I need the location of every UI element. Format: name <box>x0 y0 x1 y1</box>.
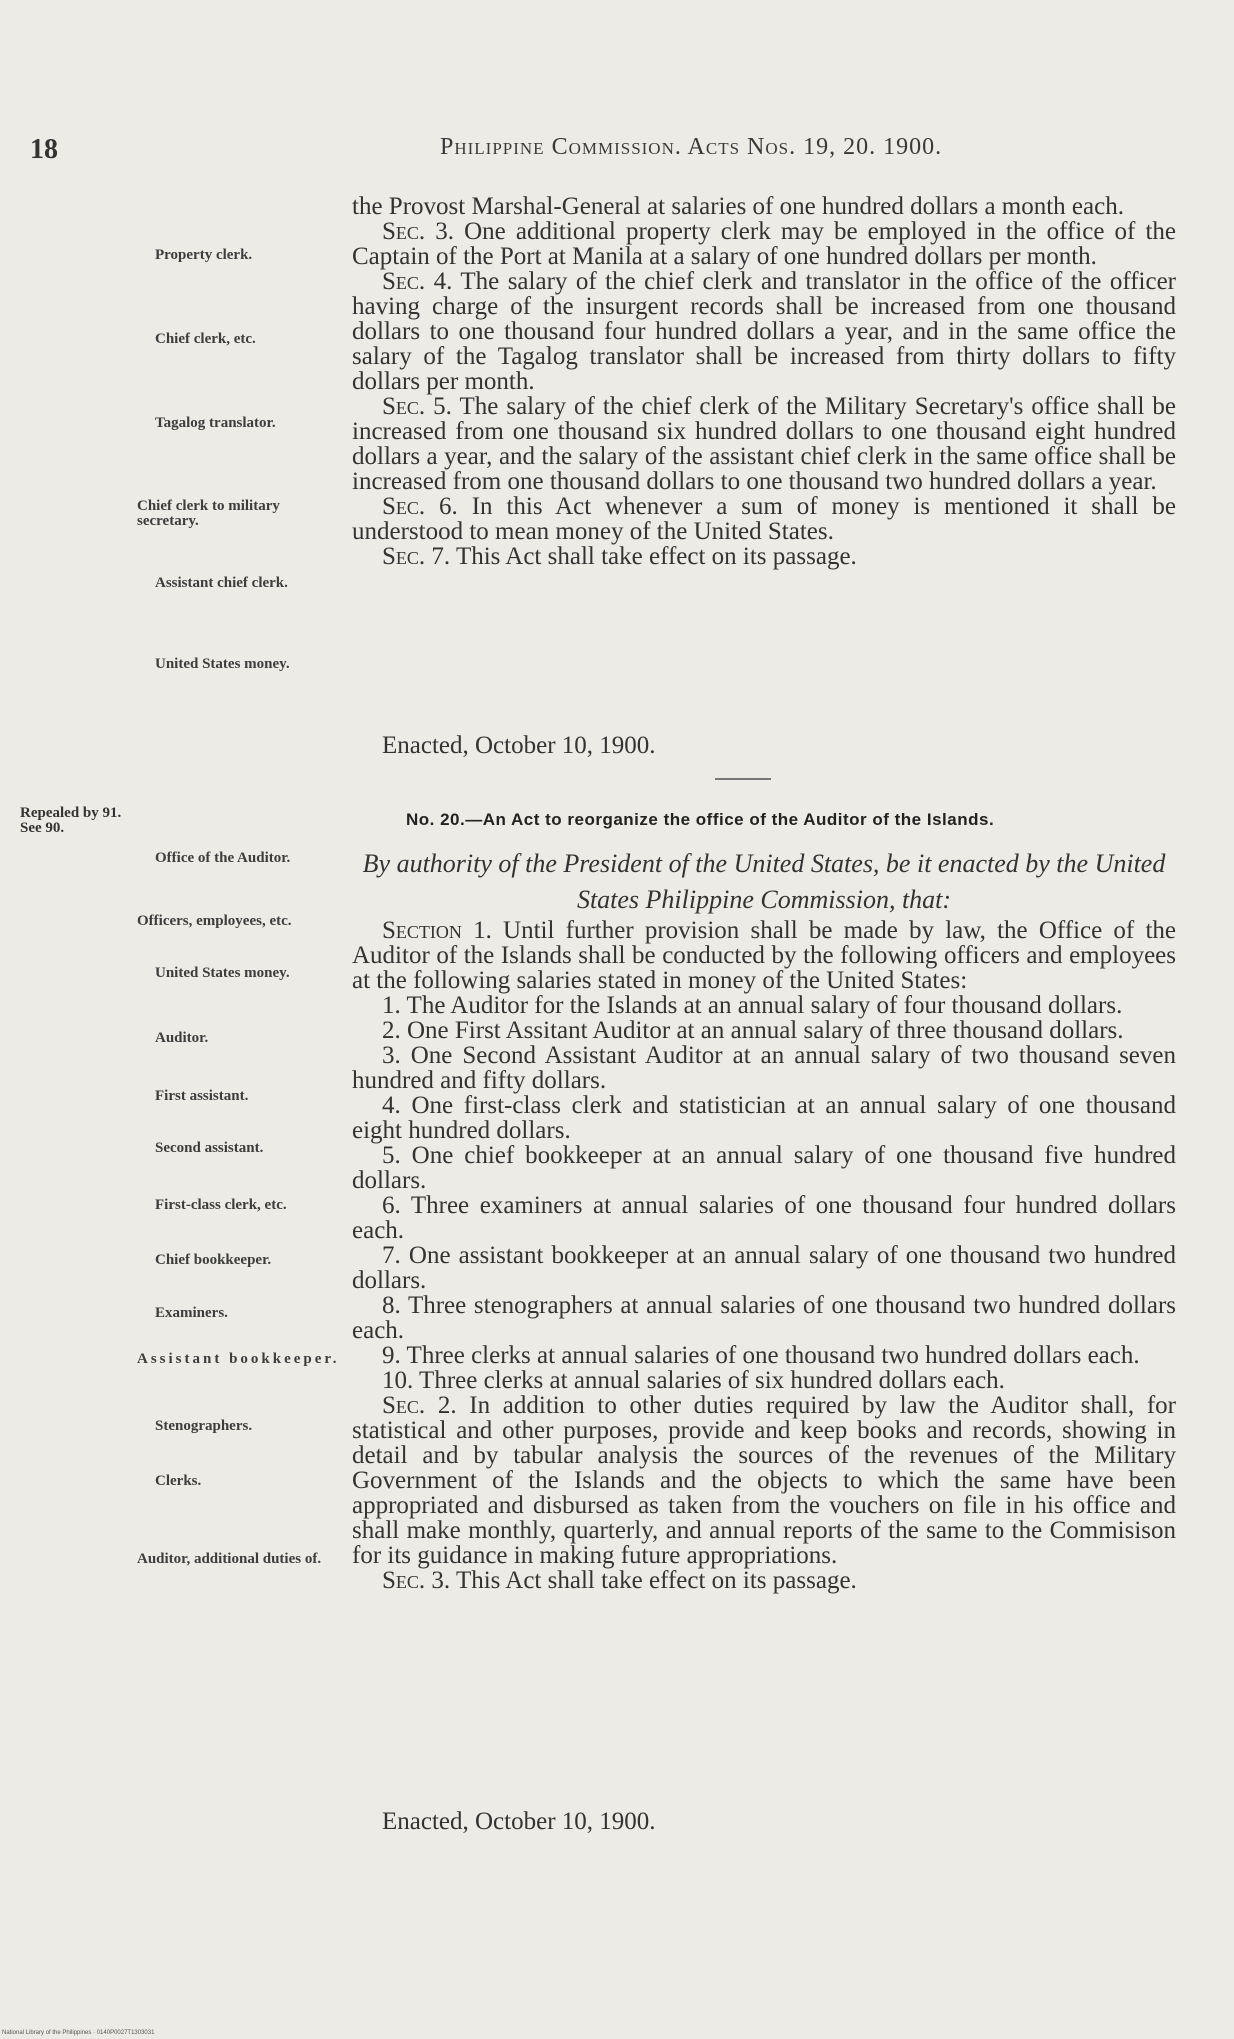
repealed-note: Repealed by 91. See 90. <box>20 805 122 836</box>
margin-note: First assistant. <box>155 1088 249 1104</box>
section-text: This Act shall take effect on its passage. <box>455 543 857 570</box>
enacted-date: Enacted, October 10, 1900. <box>382 1808 656 1835</box>
list-item: 4. One first-class clerk and statistician at an annual salary of one thousand eight hundred dollars. <box>352 1092 1176 1144</box>
page-number: 18 <box>30 134 58 165</box>
list-item: 8. Three stenographers at annual salaries of one thousand two hundred dollars each. <box>352 1292 1176 1344</box>
separator-rule <box>715 778 771 780</box>
paragraph <box>352 219 1176 269</box>
enacting-clause: By authority of the President of the United States, be it enacted by the United States Philippine Commission, that: <box>362 849 1166 914</box>
footer-credit: National Library of the Philippines · 0140P0027T1303031 <box>2 2030 155 2036</box>
margin-note: Clerks. <box>155 1473 202 1489</box>
margin-note: Chief clerk to military secretary. <box>137 498 280 529</box>
act-19-continuation <box>352 194 1176 569</box>
margin-note: Stenographers. <box>155 1418 253 1434</box>
section-label: Sec. 4. <box>382 268 453 295</box>
section-text: This Act shall take effect on its passage. <box>455 1567 857 1594</box>
paragraph <box>352 544 1176 569</box>
margin-note: Assistant bookkeeper. <box>137 1351 340 1367</box>
list-item: 1. The Auditor for the Islands at an annual salary of four thousand dollars. <box>382 992 1123 1019</box>
margin-note: Officers, employees, etc. <box>137 913 292 929</box>
margin-note: United States money. <box>155 656 290 672</box>
section-label: Sec. 7. <box>382 543 451 570</box>
paragraph: the Provost Marshal-General at salaries of one hundred dollars a month each. <box>352 193 1124 220</box>
section-text: One additional property clerk may be employed in the office of the Captain of the Port at Manila at a salary of one hundred dollars per month. <box>352 218 1176 270</box>
margin-note: First-class clerk, etc. <box>155 1197 287 1213</box>
list-item: 7. One assistant bookkeeper at an annual salary of one thousand two hundred dollars. <box>352 1242 1176 1294</box>
margin-note: Chief clerk, etc. <box>155 331 256 347</box>
section-text: In addition to other duties required by law the Auditor shall, for statistical and other purposes, provide and keep books and records, showing in detail and by tabular analysis the sources of the revenues of the Military Government of the Islands and the objects to which the same have been appropriated and disbursed as taken from the vouchers on file in his office and shall make monthly, quarterly, and annual reports of the same to the Commisison for its guidance in making future appropriations. <box>352 1392 1177 1569</box>
act-heading: No. 20.—An Act to reorganize the office of the Auditor of the Islands. <box>406 810 995 829</box>
margin-note: Auditor, additional duties of. <box>137 1551 322 1567</box>
section-label: Sec. 3. <box>382 218 455 245</box>
margin-note: United States money. <box>155 965 290 981</box>
section-text: The salary of the chief clerk of the Military Secretary's office shall be increased from one thousand six hundred dollars to one thousand eight hundred dollars a year, and the salary of the assistant chief clerk in the same office shall be increased from one thousand dollars to one thousand two hundred dollars a year. <box>352 393 1176 495</box>
margin-note: Second assistant. <box>155 1140 264 1156</box>
section-label: Sec. 6. <box>382 493 458 520</box>
running-head: Philippine Commission. Acts Nos. 19, 20. 1900. <box>440 134 943 160</box>
section-label: Sec. 5. <box>382 393 452 420</box>
enacted-date: Enacted, October 10, 1900. <box>382 732 656 759</box>
section-label: Sec. 2. <box>382 1392 457 1419</box>
margin-note: Tagalog translator. <box>155 415 276 431</box>
section-label: Section 1. <box>382 917 492 944</box>
margin-note: Examiners. <box>155 1305 228 1321</box>
act-20-body <box>352 918 1176 1593</box>
paragraph <box>352 269 1176 394</box>
paragraph <box>352 1568 1176 1593</box>
list-item: 9. Three clerks at annual salaries of one thousand two hundred dollars each. <box>382 1342 1140 1369</box>
section-text: Until further provision shall be made by law, the Office of the Auditor of the Islands shall be conducted by the following officers and employees at the following salaries stated in money of the United States: <box>352 917 1176 994</box>
margin-note: Office of the Auditor. <box>155 850 291 866</box>
margin-note: Property clerk. <box>155 247 253 263</box>
list-item: 10. Three clerks at annual salaries of six hundred dollars each. <box>382 1367 1005 1394</box>
section-text: In this Act whenever a sum of money is mentioned it shall be understood to mean money of the United States. <box>352 493 1177 545</box>
section-text: The salary of the chief clerk and translator in the office of the officer having charge of the insurgent records shall be increased from one thousand dollars to one thousand four hundred dollars a year, and in the same office the salary of the Tagalog translator shall be increased from thirty dollars to fifty dollars per month. <box>352 268 1176 395</box>
list-item: 6. Three examiners at annual salaries of one thousand four hundred dollars each. <box>352 1192 1176 1244</box>
margin-note: Chief bookkeeper. <box>155 1252 272 1268</box>
list-item: 3. One Second Assistant Auditor at an annual salary of two thousand seven hundred and fifty dollars. <box>352 1042 1176 1094</box>
paragraph <box>352 494 1176 544</box>
paragraph <box>352 918 1176 993</box>
list-item: 2. One First Assitant Auditor at an annual salary of three thousand dollars. <box>382 1017 1124 1044</box>
paragraph <box>352 1393 1176 1568</box>
section-label: Sec. 3. <box>382 1567 451 1594</box>
list-item: 5. One chief bookkeeper at an annual salary of one thousand five hundred dollars. <box>352 1142 1176 1194</box>
margin-note: Assistant chief clerk. <box>155 575 288 591</box>
margin-note: Auditor. <box>155 1030 209 1046</box>
paragraph <box>352 394 1176 494</box>
